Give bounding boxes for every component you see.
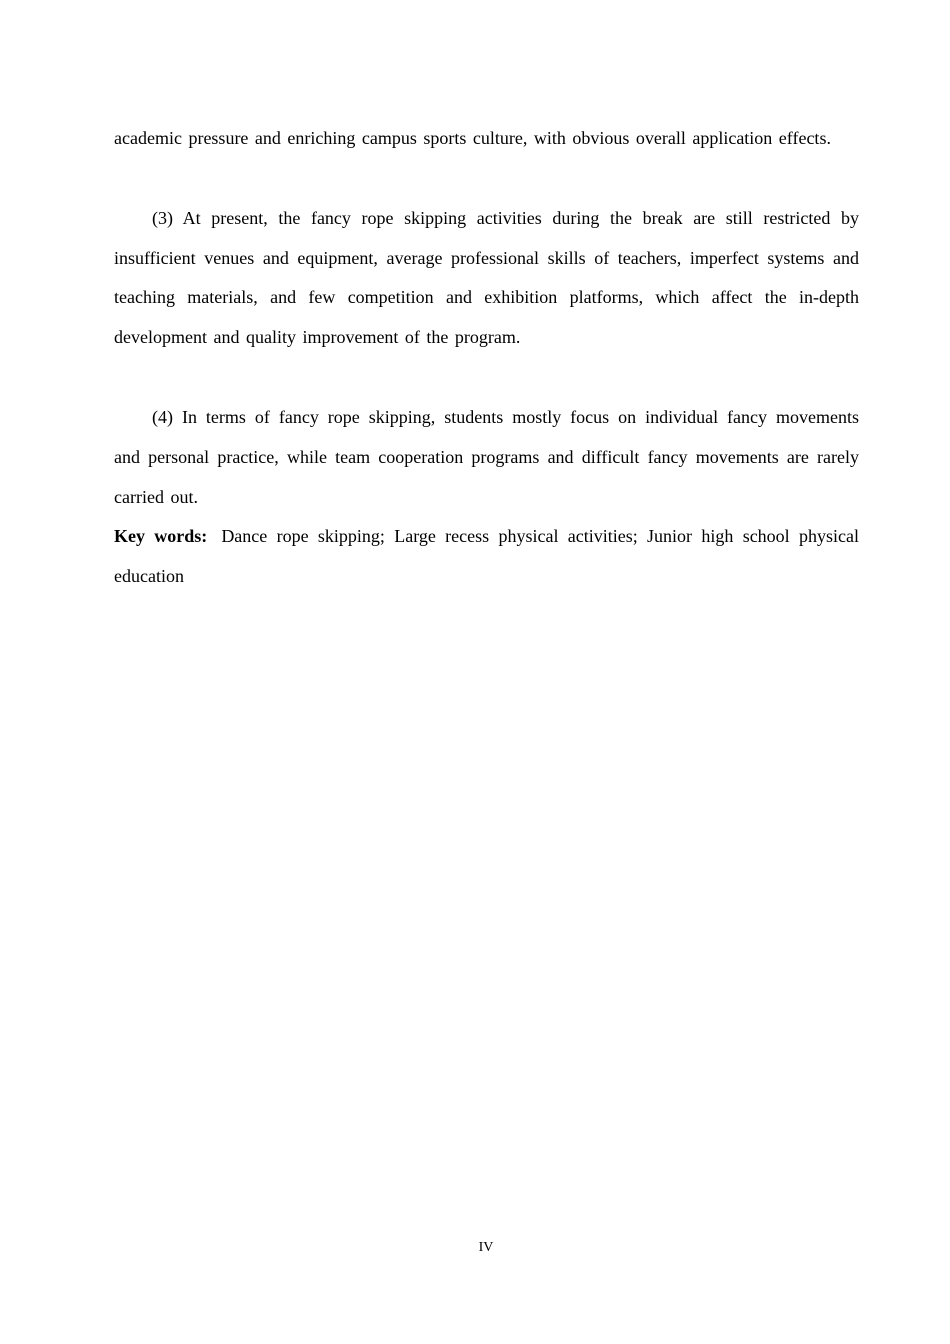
keywords-text: Dance rope skipping; Large recess physical activities; Junior high school physical education [114,526,859,587]
paragraph-spacer [114,159,859,199]
keywords-line [114,517,859,597]
paragraph-continuation: academic pressure and enriching campus sports culture, with obvious overall application effects. [114,128,831,148]
page-body [114,119,859,597]
paragraph-item-3: (3) At present, the fancy rope skipping activities during the break are still restricted by insufficient venues and equipment, average professional skills of teachers, imperfect systems and teaching materials, and few competition and exhibition platforms, which affect the in-depth development and quality improvement of the program. [114,207,859,348]
page-number: IV [478,1240,494,1255]
paragraph-spacer [114,358,859,398]
paragraph-item-4: (4) In terms of fancy rope skipping, students mostly focus on individual fancy movements and personal practice, while team cooperation programs and difficult fancy movements are rarely carried out. [114,406,859,507]
keywords-label: Key words: [114,526,208,547]
